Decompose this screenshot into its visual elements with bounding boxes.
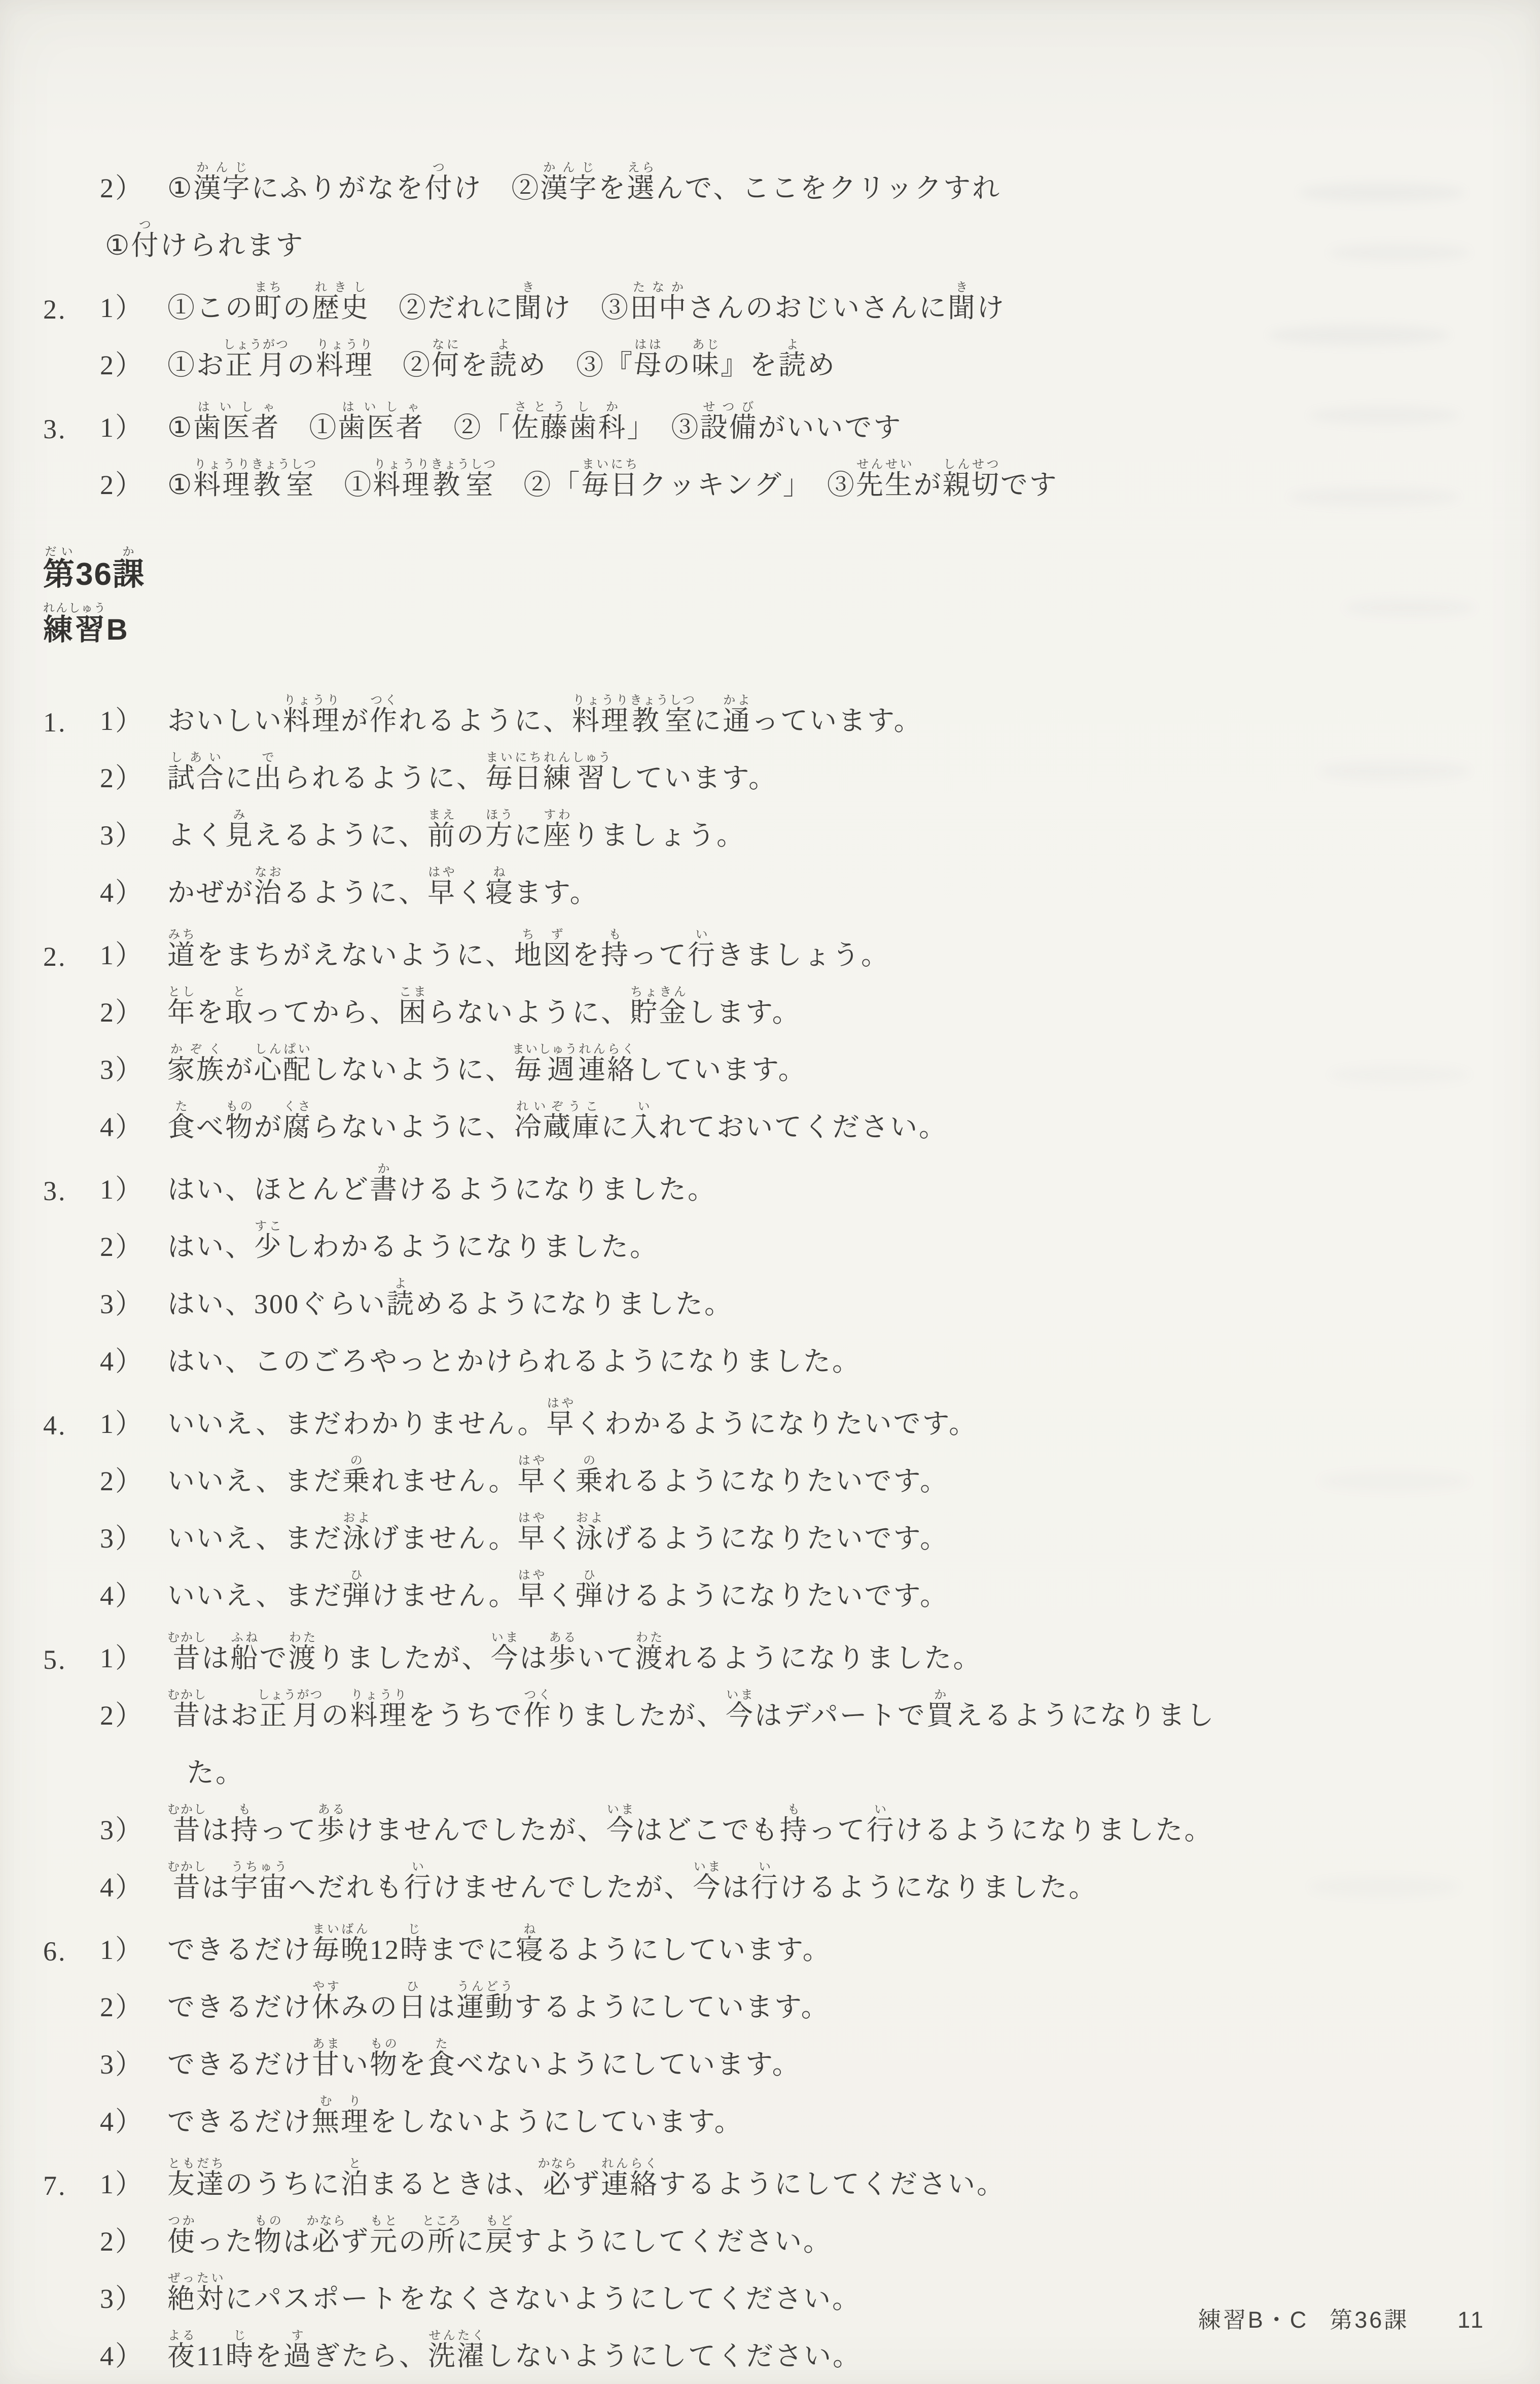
list-item xyxy=(43,681,1510,738)
item-text: た。 xyxy=(187,1758,244,1788)
list-item xyxy=(43,1967,1510,2024)
sub-item-number: 3） xyxy=(100,1815,144,1845)
sub-item-number: 1） xyxy=(100,1643,144,1673)
sub-item-number: 1） xyxy=(100,1409,144,1439)
list-item xyxy=(43,1847,1510,1905)
sub-item-number: 4） xyxy=(100,2107,144,2137)
item-text: いいえ、まだわかりません。早はやくわかるようになりたいです。 xyxy=(167,1397,978,1439)
sub-item-number: 2） xyxy=(100,1466,144,1496)
sub-item-number: 3） xyxy=(100,820,144,851)
sub-item-number: 4） xyxy=(100,1112,144,1142)
list-item xyxy=(43,325,1510,382)
item-text: ①漢字かんじにふりがなを付つけ ②漢字かんじを選えらんで、ここをクリックすれ xyxy=(167,161,1001,203)
item-text: 家族かぞくが心配しんぱいしないように、毎週まいしゅう連絡れんらくしています。 xyxy=(167,1043,807,1085)
item-text: 食たべ物ものが腐くさらないように、冷蔵庫れいぞうこに入いれておいてください。 xyxy=(167,1100,948,1142)
sub-item-number: 1） xyxy=(100,2169,144,2199)
item-text: ①料理りょうり教室きょうしつ ①料理りょうり教室きょうしつ ②「毎日まいにちクッキング」 ③先生せんせいが親切しんせつです xyxy=(167,458,1058,500)
previous-lesson-answers xyxy=(43,148,1510,502)
list-item xyxy=(43,1556,1510,1613)
lesson-heading xyxy=(43,545,1510,594)
sub-item-number: 2） xyxy=(100,1232,144,1262)
list-item xyxy=(43,1030,1510,1087)
item-number: 2. xyxy=(43,294,67,325)
list-item xyxy=(43,268,1510,325)
item-text: 昔むかしはお正月しょうがつの料理りょうりをうちで作つくりましたが、今いまはデパートで買かえるようになりまし xyxy=(167,1689,1215,1731)
sub-item-number: 3） xyxy=(100,1055,144,1085)
exercise-heading-text: 練習れんしゅうB xyxy=(43,601,130,646)
item-text: いいえ、まだ乗のれません。早はやく乗のれるようになりたいです。 xyxy=(167,1454,949,1496)
item-text: できるだけ毎晩まいばん12時じまでに寝ねるようにしています。 xyxy=(167,1923,832,1965)
sub-item-number: 1） xyxy=(100,412,144,443)
item-text: おいしい料理りょうりが作つくれるように、料理りょうり教室きょうしつに通かよっています。 xyxy=(167,694,923,736)
item-text: はい、少すこしわかるようになりました。 xyxy=(167,1220,659,1262)
sub-item-number: 2） xyxy=(100,173,144,203)
list-item xyxy=(43,388,1510,445)
list-item xyxy=(43,1790,1510,1847)
item-number: 7. xyxy=(43,2170,67,2201)
list-item xyxy=(43,2082,1510,2139)
sub-item-number: 4） xyxy=(100,1346,144,1377)
page-number: 11 xyxy=(1457,2307,1485,2333)
sub-item-number: 4） xyxy=(100,2341,144,2371)
sub-item-number: 4） xyxy=(100,1581,144,1611)
sub-item-number: 1） xyxy=(100,940,144,970)
item-text: 昔むかしは船ふねで渡わたりましたが、今いまは歩あるいて渡わたれるようになりました。 xyxy=(167,1631,982,1673)
sub-item-number: 1） xyxy=(100,1935,144,1965)
list-item xyxy=(43,915,1510,972)
list-item xyxy=(43,205,1510,263)
item-text: できるだけ休やすみの日ひは運動うんどうするようにしています。 xyxy=(167,1980,830,2022)
item-text: 年としを取とってから、困こまらないように、貯金ちょきんします。 xyxy=(167,986,801,1028)
item-number: 6. xyxy=(43,1936,67,1967)
item-text: ①お正月しょうがつの料理りょうり ②何なにを読よめ ③『母ははの味あじ』を読よめ xyxy=(167,338,836,380)
list-item xyxy=(43,445,1510,502)
list-item xyxy=(43,1321,1510,1379)
item-number: 1. xyxy=(43,707,67,738)
sub-item-number: 3） xyxy=(100,2284,144,2314)
item-text: ①付つけられます xyxy=(105,219,305,261)
item-number: 2. xyxy=(43,941,67,972)
list-item xyxy=(43,1264,1510,1321)
sub-item-number: 2） xyxy=(100,763,144,793)
item-text: 夜よる11時じを過すぎたら、洗濯せんたくしないようにしてください。 xyxy=(167,2329,862,2371)
item-text: できるだけ甘あまい物ものを食たべないようにしています。 xyxy=(167,2038,801,2080)
item-text: いいえ、まだ弾ひけません。早はやく弾ひけるようになりたいです。 xyxy=(167,1569,949,1611)
sub-item-number: 4） xyxy=(100,878,144,908)
list-item xyxy=(43,1207,1510,1264)
list-item xyxy=(43,795,1510,853)
item-text: 昔むかしは宇宙うちゅうへだれも行いけませんでしたが、今いまは行いけるようになりました。 xyxy=(167,1861,1098,1903)
item-number: 3. xyxy=(43,414,67,444)
item-text: できるだけ無理むりをしないようにしています。 xyxy=(167,2095,743,2137)
list-item xyxy=(43,853,1510,910)
list-item xyxy=(43,738,1510,795)
exercise-heading xyxy=(43,601,1510,648)
list-item xyxy=(43,1149,1510,1207)
sub-item-number: 2） xyxy=(100,997,144,1028)
item-text: ①歯医者はいしゃ ①歯医者はいしゃ ②「佐藤さとう歯科しか」 ③設備せつびがいいです xyxy=(167,401,903,443)
list-item xyxy=(43,2024,1510,2082)
list-item xyxy=(43,1384,1510,1441)
sub-item-number: 3） xyxy=(100,1523,144,1554)
sub-item-number: 1） xyxy=(100,706,144,736)
item-text: 使つかった物ものは必かならず元もとの所ところに戻もどすようにしてください。 xyxy=(167,2215,832,2257)
sub-item-number: 2） xyxy=(100,1992,144,2022)
exercise-b-answers xyxy=(43,681,1510,2373)
sub-item-number: 3） xyxy=(100,2049,144,2080)
list-item xyxy=(43,972,1510,1030)
list-item xyxy=(43,1675,1510,1733)
item-text: いいえ、まだ泳およげません。早はやく泳およげるようになりたいです。 xyxy=(167,1512,949,1554)
sub-item-number: 2） xyxy=(100,2226,144,2257)
item-text: はい、このごろやっとかけられるようになりました。 xyxy=(167,1346,861,1377)
sub-item-number: 2） xyxy=(100,470,144,500)
list-item xyxy=(43,1087,1510,1144)
item-text: 友達ともだちのうちに泊とまるときは、必かならず連絡れんらくするようにしてください。 xyxy=(167,2157,1006,2199)
list-item xyxy=(43,1910,1510,1967)
sub-item-number: 1） xyxy=(100,293,144,323)
item-text: はい、ほとんど書かけるようになりました。 xyxy=(167,1163,717,1205)
footer-lesson-label: 第36課 xyxy=(1330,2307,1409,2333)
item-text: 試合しあいに出でられるように、毎日まいにち練れん習しゅうしています。 xyxy=(167,751,778,793)
sub-item-number: 2） xyxy=(100,350,144,380)
item-text: 道みちをまちがえないように、地図ちずを持もって行いきましょう。 xyxy=(167,928,890,970)
sub-item-number: 1） xyxy=(100,1174,144,1205)
item-text: かぜが治なおるように、早はやく寝ねます。 xyxy=(167,866,599,908)
lesson-heading-text: 第だい36課か xyxy=(43,545,145,592)
list-item xyxy=(43,1618,1510,1675)
item-text: 昔むかしは持もって歩あるけませんでしたが、今いまはどこでも持もって行いけるようになりました。 xyxy=(167,1803,1213,1845)
list-item xyxy=(43,1441,1510,1498)
list-item xyxy=(43,148,1510,205)
item-text: ①この町まちの歴史れきし ②だれに聞きけ ③田中たなかさんのおじいさんに聞きけ xyxy=(167,281,1006,323)
sub-item-number: 4） xyxy=(100,1872,144,1903)
item-number: 5. xyxy=(43,1644,67,1675)
page-footer xyxy=(1198,2301,1485,2334)
list-item xyxy=(43,1498,1510,1556)
item-number: 4. xyxy=(43,1410,67,1441)
list-item xyxy=(43,2144,1510,2201)
item-text: 絶対ぜったいにパスポートをなくさないようにしてください。 xyxy=(167,2272,861,2314)
sub-item-number: 2） xyxy=(100,1700,144,1731)
item-number: 3. xyxy=(43,1176,67,1206)
heading-block xyxy=(43,545,1510,648)
list-item xyxy=(43,2201,1510,2259)
item-text: よく見みえるように、前まえの方ほうに座すわりましょう。 xyxy=(167,809,745,851)
footer-section-label: 練習B・C xyxy=(1198,2307,1309,2333)
list-item xyxy=(43,1733,1510,1790)
item-text: はい、300ぐらい読よめるようになりました。 xyxy=(167,1277,733,1319)
sub-item-number: 3） xyxy=(100,1289,144,1319)
